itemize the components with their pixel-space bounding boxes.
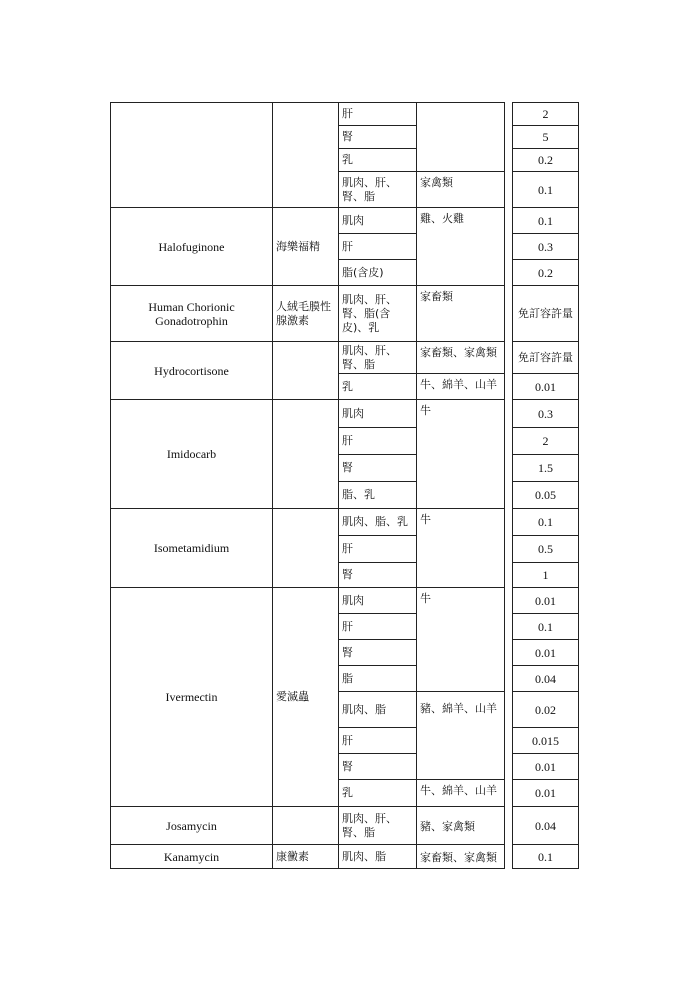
mrl-value-cell: 0.1 (513, 845, 579, 869)
drug-name-cell: Imidocarb (111, 400, 273, 509)
drug-chinese-name-cell: 人絨毛膜性腺激素 (273, 286, 339, 342)
drug-chinese-name-cell (273, 509, 339, 588)
mrl-value-cell: 0.1 (513, 172, 579, 208)
drug-name-cell: Kanamycin (111, 845, 273, 869)
mrl-value-cell: 0.3 (513, 234, 579, 260)
tissue-cell: 肝 (339, 103, 417, 126)
mrl-value-cell: 0.05 (513, 482, 579, 509)
species-cell: 牛 (417, 509, 505, 588)
tissue-cell: 乳 (339, 374, 417, 400)
column-gap (505, 103, 513, 869)
drug-name-cell: Josamycin (111, 807, 273, 845)
drug-chinese-name-cell (273, 400, 339, 509)
tissue-cell: 肌肉 (339, 208, 417, 234)
tissue-cell: 肝 (339, 728, 417, 754)
tissue-cell: 腎 (339, 563, 417, 588)
drug-chinese-name-cell: 康黴素 (273, 845, 339, 869)
species-cell: 家畜類、家禽類 (417, 845, 505, 869)
mrl-value-cell: 1 (513, 563, 579, 588)
drug-chinese-name-cell (273, 342, 339, 400)
tissue-cell: 脂 (339, 666, 417, 692)
tissue-cell: 肝 (339, 614, 417, 640)
tissue-cell: 肌肉、肝、腎、脂 (339, 807, 417, 845)
tissue-cell: 脂、乳 (339, 482, 417, 509)
tissue-cell: 腎 (339, 126, 417, 149)
species-cell: 牛 (417, 400, 505, 509)
species-cell: 牛、綿羊、山羊 (417, 374, 505, 400)
mrl-value-cell: 免訂容許量 (513, 342, 579, 374)
tissue-cell: 腎 (339, 640, 417, 666)
mrl-value-cell: 0.5 (513, 536, 579, 563)
species-cell (417, 103, 505, 172)
tissue-cell: 乳 (339, 149, 417, 172)
mrl-value-cell: 免訂容許量 (513, 286, 579, 342)
mrl-value-cell: 2 (513, 103, 579, 126)
mrl-value-cell: 0.01 (513, 374, 579, 400)
mrl-value-cell: 0.1 (513, 614, 579, 640)
species-cell: 豬、家禽類 (417, 807, 505, 845)
tissue-cell: 腎 (339, 455, 417, 482)
tissue-cell: 肌肉 (339, 588, 417, 614)
species-cell: 牛、綿羊、山羊 (417, 780, 505, 807)
drug-name-cell: Human Chorionic Gonadotrophin (111, 286, 273, 342)
tissue-cell: 脂(含皮) (339, 260, 417, 286)
mrl-value-cell: 0.01 (513, 640, 579, 666)
mrl-value-cell: 0.04 (513, 807, 579, 845)
tissue-cell: 肝 (339, 234, 417, 260)
tissue-cell: 肌肉、脂、乳 (339, 509, 417, 536)
drug-name-cell: Hydrocortisone (111, 342, 273, 400)
tissue-cell: 腎 (339, 754, 417, 780)
mrl-value-cell: 0.1 (513, 509, 579, 536)
mrl-value-cell: 0.02 (513, 692, 579, 728)
tissue-cell: 乳 (339, 780, 417, 807)
mrl-value-cell: 0.01 (513, 588, 579, 614)
species-cell: 家畜類 (417, 286, 505, 342)
species-cell: 豬、綿羊、山羊 (417, 692, 505, 780)
drug-chinese-name-cell (273, 103, 339, 208)
species-cell: 雞、火雞 (417, 208, 505, 286)
tissue-cell: 肌肉、脂 (339, 692, 417, 728)
tissue-cell: 肌肉、肝、腎、脂(含皮)、乳 (339, 286, 417, 342)
species-cell: 家禽類 (417, 172, 505, 208)
tissue-cell: 肝 (339, 536, 417, 563)
mrl-value-cell: 0.015 (513, 728, 579, 754)
drug-chinese-name-cell: 海樂福精 (273, 208, 339, 286)
mrl-value-cell: 0.01 (513, 754, 579, 780)
table-row (111, 103, 579, 126)
tissue-cell: 肝 (339, 428, 417, 455)
tissue-cell: 肌肉 (339, 400, 417, 428)
mrl-value-cell: 1.5 (513, 455, 579, 482)
mrl-value-cell: 0.2 (513, 260, 579, 286)
mrl-value-cell: 5 (513, 126, 579, 149)
species-cell: 牛 (417, 588, 505, 692)
tissue-cell: 肌肉、肝、腎、脂 (339, 172, 417, 208)
drug-name-cell: Isometamidium (111, 509, 273, 588)
drug-name-cell: Ivermectin (111, 588, 273, 807)
drug-chinese-name-cell (273, 807, 339, 845)
drug-chinese-name-cell: 愛滅蟲 (273, 588, 339, 807)
drug-name-cell (111, 103, 273, 208)
species-cell: 家畜類、家禽類 (417, 342, 505, 374)
mrl-value-cell: 0.3 (513, 400, 579, 428)
mrl-value-cell: 2 (513, 428, 579, 455)
mrl-value-cell: 0.01 (513, 780, 579, 807)
mrl-value-cell: 0.2 (513, 149, 579, 172)
mrl-table (110, 102, 579, 869)
mrl-value-cell: 0.04 (513, 666, 579, 692)
tissue-cell: 肌肉、脂 (339, 845, 417, 869)
mrl-value-cell: 0.1 (513, 208, 579, 234)
tissue-cell: 肌肉、肝、腎、脂 (339, 342, 417, 374)
drug-name-cell: Halofuginone (111, 208, 273, 286)
